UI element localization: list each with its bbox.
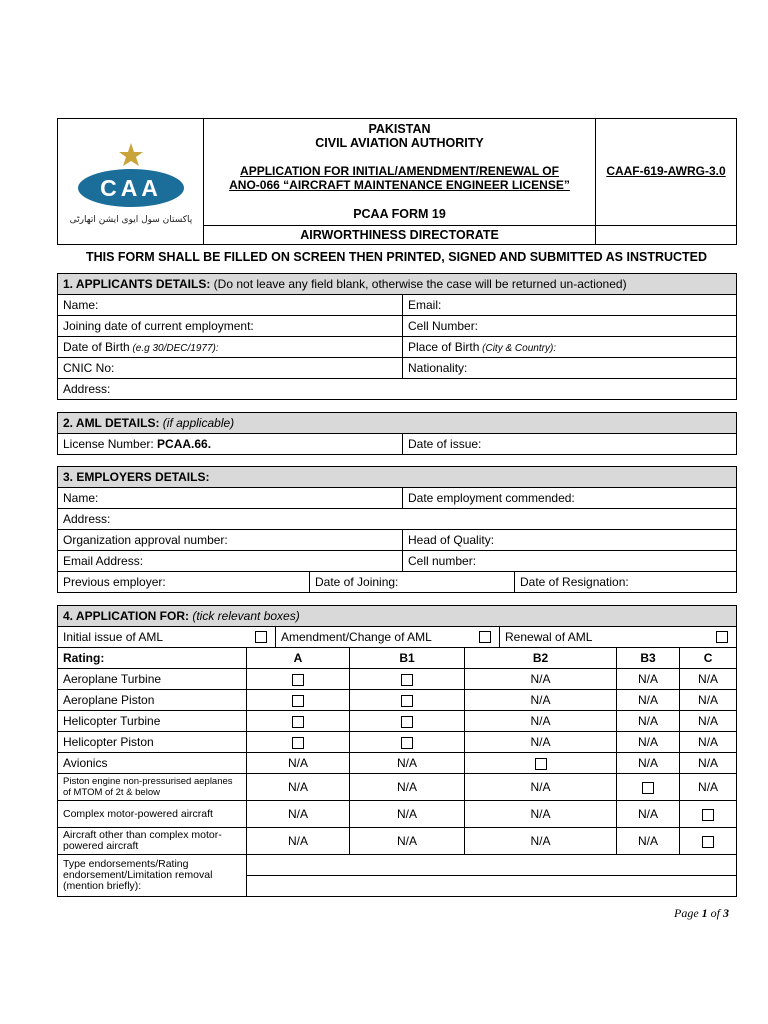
fill-instruction: THIS FORM SHALL BE FILLED ON SCREEN THEN PRINTED, SIGNED AND SUBMITTED AS INSTRUCTED <box>85 250 708 264</box>
rating-checkbox[interactable] <box>292 695 304 707</box>
rating-na-cell: N/A <box>617 753 680 774</box>
rating-checkbox[interactable] <box>401 716 413 728</box>
rating-row <box>58 828 737 855</box>
nationality-field[interactable]: Nationality: <box>403 358 737 379</box>
rating-na-cell: N/A <box>617 669 680 690</box>
rating-col-b2: B2 <box>465 648 617 669</box>
rating-header-row <box>58 648 737 669</box>
rating-na-cell: N/A <box>680 690 737 711</box>
rating-b1-cell <box>350 690 465 711</box>
rating-a-cell <box>247 669 350 690</box>
previous-employer-field[interactable]: Previous employer: <box>58 572 310 593</box>
title-cell <box>204 119 596 226</box>
rating-row <box>58 732 737 753</box>
rating-na-cell: N/A <box>680 732 737 753</box>
applicant-address-field[interactable]: Address: <box>58 379 737 400</box>
rating-row-label: Piston engine non-pressurised aeplanes of MTOM of 2t & below <box>58 774 247 801</box>
rating-na-cell: N/A <box>465 801 617 828</box>
employer-address-field[interactable]: Address: <box>58 509 737 530</box>
amendment-checkbox[interactable] <box>479 631 491 643</box>
section-3-header: 3. EMPLOYERS DETAILS: <box>58 467 737 488</box>
rating-checkbox[interactable] <box>535 758 547 770</box>
rating-row <box>58 711 737 732</box>
caa-logo <box>66 130 196 230</box>
issue-date-field[interactable]: Date of issue: <box>403 434 737 455</box>
document-code: CAAF-619-AWRG-3.0 <box>596 119 737 226</box>
application-title-2: ANO-066 “AIRCRAFT MAINTENANCE ENGINEER LICENSE” <box>229 178 570 192</box>
approval-number-field[interactable]: Organization approval number: <box>58 530 403 551</box>
aml-details-section <box>57 412 737 455</box>
rating-b3-cell <box>617 774 680 801</box>
applicant-cell-field[interactable]: Cell Number: <box>403 316 737 337</box>
rating-checkbox[interactable] <box>292 674 304 686</box>
rating-na-cell: N/A <box>465 828 617 855</box>
rating-row-label: Helicopter Piston <box>58 732 247 753</box>
rating-checkbox[interactable] <box>401 737 413 749</box>
license-number-field[interactable]: License Number: PCAA.66. <box>58 434 403 455</box>
rating-checkbox[interactable] <box>292 716 304 728</box>
rating-a-cell <box>247 711 350 732</box>
initial-issue-checkbox[interactable] <box>255 631 267 643</box>
date-of-joining-field[interactable]: Date of Joining: <box>310 572 515 593</box>
rating-na-cell: N/A <box>617 690 680 711</box>
rating-na-cell: N/A <box>350 828 465 855</box>
rating-b1-cell <box>350 711 465 732</box>
renewal-checkbox[interactable] <box>716 631 728 643</box>
rating-col-b1: B1 <box>350 648 465 669</box>
rating-row-label: Aeroplane Piston <box>58 690 247 711</box>
rating-na-cell: N/A <box>247 753 350 774</box>
rating-na-cell: N/A <box>617 828 680 855</box>
rating-na-cell: N/A <box>350 801 465 828</box>
rating-na-cell: N/A <box>617 801 680 828</box>
header-table <box>57 118 737 245</box>
rating-row-label: Aeroplane Turbine <box>58 669 247 690</box>
date-of-resignation-field[interactable]: Date of Resignation: <box>515 572 737 593</box>
country-title: PAKISTAN <box>368 122 431 136</box>
rating-na-cell: N/A <box>465 732 617 753</box>
rating-na-cell: N/A <box>465 669 617 690</box>
rating-c-cell <box>680 828 737 855</box>
page-number: Page 1 of 3 <box>674 906 729 920</box>
rating-row-label: Aircraft other than complex motor-powered aircraft <box>58 828 247 855</box>
section-2-header: 2. AML DETAILS: (if applicable) <box>58 413 737 434</box>
rating-row-label: Avionics <box>58 753 247 774</box>
rating-na-cell: N/A <box>350 774 465 801</box>
amendment-option: Amendment/Change of AML <box>276 627 500 648</box>
applicant-email-field[interactable]: Email: <box>403 295 737 316</box>
rating-na-cell: N/A <box>247 828 350 855</box>
rating-row-label: Complex motor-powered aircraft <box>58 801 247 828</box>
rating-na-cell: N/A <box>680 753 737 774</box>
rating-b1-cell <box>350 669 465 690</box>
rating-row <box>58 774 737 801</box>
type-endorsement-field[interactable] <box>247 855 737 897</box>
employer-name-field[interactable]: Name: <box>58 488 403 509</box>
rating-a-cell <box>247 732 350 753</box>
rating-na-cell: N/A <box>617 711 680 732</box>
rating-checkbox[interactable] <box>702 836 714 848</box>
rating-row <box>58 669 737 690</box>
rating-na-cell: N/A <box>465 774 617 801</box>
rating-na-cell: N/A <box>680 669 737 690</box>
rating-col-b3: B3 <box>617 648 680 669</box>
employer-cell-field[interactable]: Cell number: <box>403 551 737 572</box>
rating-checkbox[interactable] <box>702 809 714 821</box>
rating-c-cell <box>680 801 737 828</box>
rating-na-cell: N/A <box>680 774 737 801</box>
employer-email-field[interactable]: Email Address: <box>58 551 403 572</box>
rating-na-cell: N/A <box>247 774 350 801</box>
application-for-section <box>57 605 737 897</box>
dob-field[interactable]: Date of Birth (e.g 30/DEC/1977): <box>58 337 403 358</box>
rating-row-label: Helicopter Turbine <box>58 711 247 732</box>
section-4-header: 4. APPLICATION FOR: (tick relevant boxes) <box>58 606 737 627</box>
rating-checkbox[interactable] <box>642 782 654 794</box>
rating-col-c: C <box>680 648 737 669</box>
form-number: PCAA FORM 19 <box>353 207 446 221</box>
type-endorsement-label: Type endorsements/Rating endorsement/Limitation removal (mention briefly): <box>58 855 247 897</box>
rating-na-cell: N/A <box>680 711 737 732</box>
rating-na-cell: N/A <box>465 690 617 711</box>
svg-text:پاکستان سول ایوی ایشن اتھارٹی: پاکستان سول ایوی ایشن اتھارٹی <box>69 215 192 225</box>
joining-date-field[interactable]: Joining date of current employment: <box>58 316 403 337</box>
renewal-option: Renewal of AML <box>500 627 737 648</box>
rating-col-a: A <box>247 648 350 669</box>
rating-checkbox[interactable] <box>401 674 413 686</box>
rating-na-cell: N/A <box>247 801 350 828</box>
rating-b2-cell <box>465 753 617 774</box>
employer-details-section <box>57 466 737 593</box>
head-of-quality-field[interactable]: Head of Quality: <box>403 530 737 551</box>
section-1-header: 1. APPLICANTS DETAILS: (Do not leave any field blank, otherwise the case will be returned un-actioned) <box>58 274 737 295</box>
rating-row <box>58 690 737 711</box>
rating-label: Rating: <box>58 648 247 669</box>
authority-title: CIVIL AVIATION AUTHORITY <box>315 136 484 150</box>
rating-row <box>58 801 737 828</box>
svg-text:CAA: CAA <box>99 175 162 201</box>
application-title-1: APPLICATION FOR INITIAL/AMENDMENT/RENEWAL OF <box>240 164 559 178</box>
rating-row <box>58 753 737 774</box>
rating-na-cell: N/A <box>350 753 465 774</box>
applicant-details-section <box>57 273 737 400</box>
initial-issue-option: Initial issue of AML <box>58 627 276 648</box>
rating-na-cell: N/A <box>465 711 617 732</box>
directorate: AIRWORTHINESS DIRECTORATE <box>204 226 596 245</box>
employment-commenced-field[interactable]: Date employment commended: <box>403 488 737 509</box>
pob-field[interactable]: Place of Birth (City & Country): <box>403 337 737 358</box>
cnic-field[interactable]: CNIC No: <box>58 358 403 379</box>
rating-na-cell: N/A <box>617 732 680 753</box>
rating-checkbox[interactable] <box>401 695 413 707</box>
rating-checkbox[interactable] <box>292 737 304 749</box>
applicant-name-field[interactable]: Name: <box>58 295 403 316</box>
rating-a-cell <box>247 690 350 711</box>
logo-cell <box>58 119 204 245</box>
rating-b1-cell <box>350 732 465 753</box>
